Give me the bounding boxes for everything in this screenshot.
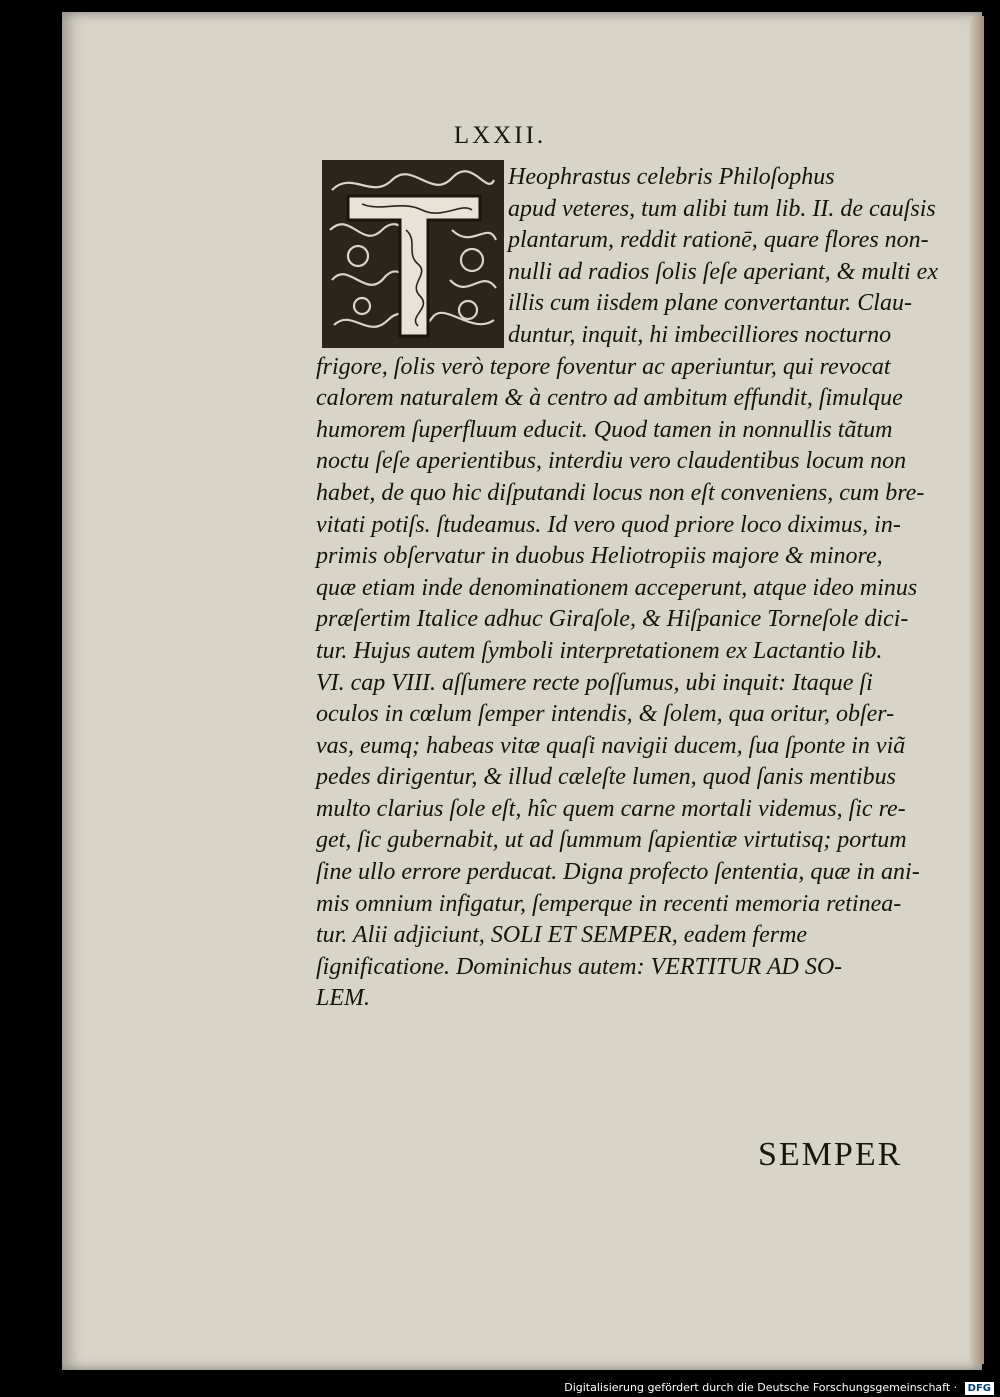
text-line: apud veteres, tum alibi tum lib. II. de cauſsis [508, 195, 936, 222]
text-line: duntur, inquit, hi imbecilliores nocturno [508, 321, 892, 348]
text-line: LEM. [316, 985, 370, 1012]
text-line: VI. cap VIII. aſſumere recte poſſumus, ubi inquit: Itaque ſi [316, 669, 873, 696]
text-line: pedes dirigentur, & illud cæleſte lumen, quod ſanis mentibus [316, 764, 896, 791]
body-text [316, 162, 956, 1015]
text-line: noctu ſeſe aperientibus, interdiu vero claudentibus locum non [316, 448, 907, 475]
text-line: get, ſic gubernabit, ut ad ſummum ſapientiæ virtutisq; portum [316, 827, 907, 854]
text-line: quæ etiam inde denominationem acceperunt, atque ideo minus [316, 574, 918, 601]
text-line: nulli ad radios ſolis ſeſe aperiant, & multi ex [508, 258, 938, 285]
catchword: SEMPER [758, 1136, 903, 1173]
text-line: ſignificatione. Dominichus autem: VERTITUR AD SO- [316, 953, 843, 980]
text-line: illis cum iisdem plane convertantur. Clau- [508, 290, 912, 317]
text-line: habet, de quo hic diſputandi locus non eſt conveniens, cum bre- [316, 479, 925, 506]
credit-text: Digitalisierung gefördert durch die Deutsche Forschungsgemeinschaft · [564, 1381, 958, 1394]
text-line: oculos in cœlum ſemper intendis, & ſolem, qua oritur, obſer- [316, 701, 895, 728]
text-line: multo clarius ſole eſt, hîc quem carne mortali videmus, ſic re- [316, 795, 906, 822]
text-line: vitati potiſs. ſtudeamus. Id vero quod priore loco diximus, in- [316, 511, 901, 538]
text-line: mis omnium infigatur, ſemperque in recenti memoria retinea- [316, 890, 902, 917]
text-line: tur. Alii adjiciunt, SOLI ET SEMPER, eadem ferme [316, 922, 808, 949]
text-line: calorem naturalem & à centro ad ambitum effundit, ſimulque [316, 385, 903, 412]
page-number: LXXII. [453, 122, 547, 149]
dfg-logo: DFG [965, 1382, 994, 1395]
text-line: frigore, ſolis verò tepore foventur ac aperiuntur, qui revocat [316, 353, 891, 380]
text-line: humorem ſuperfluum educit. Quod tamen in nonnullis tãtum [316, 416, 893, 443]
text-line: ſine ullo errore perducat. Digna profecto ſententia, quæ in ani- [316, 859, 920, 886]
text-line: primis obſervatur in duobus Heliotropiis majore & minore, [316, 543, 883, 570]
text-line: Heophrastus celebris Philoſophus [508, 164, 835, 190]
text-line: plantarum, reddit rationē, quare flores non- [508, 227, 929, 254]
page-edge [970, 16, 984, 1364]
text-line: præſertim Italice adhuc Giraſole, & Hiſpanice Torneſole dici- [316, 606, 909, 633]
text-line: vas, eumq; habeas vitæ quaſi navigii ducem, ſua ſponte in viã [316, 732, 906, 759]
text-line: tur. Hujus autem ſymboli interpretationem ex Lactantio lib. [316, 637, 883, 664]
digitization-credit [0, 1381, 994, 1395]
